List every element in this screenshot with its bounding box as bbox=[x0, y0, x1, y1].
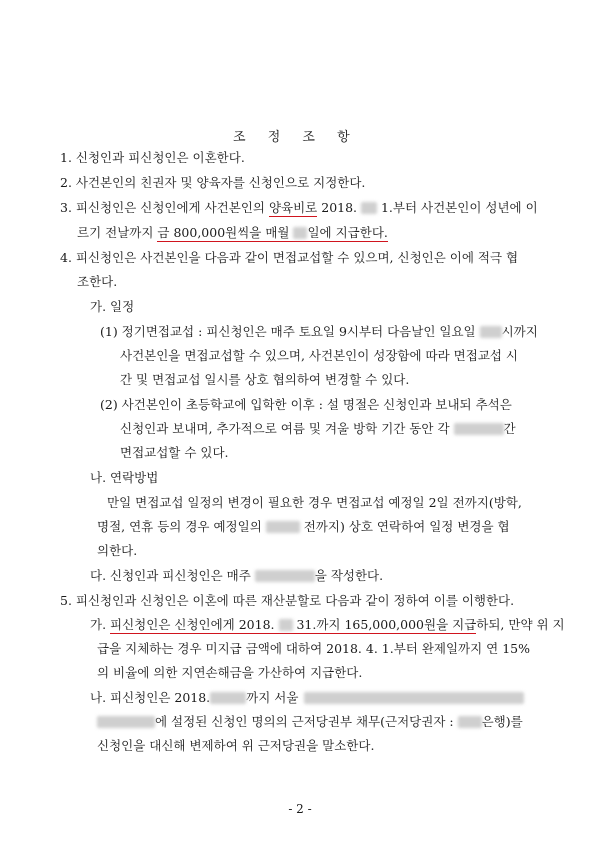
clause-4-line-1: 4. 피신청인은 사건본인을 다음과 같이 면접교섭할 수 있으며, 신청인은 이에 적극 협 bbox=[60, 250, 519, 265]
schedule-1-line-2: 사건본인을 면접교섭할 수 있으며, 사건본인이 성장함에 따라 면접교섭 시 bbox=[120, 348, 519, 363]
page-number: - 2 - bbox=[288, 802, 312, 816]
child-support-underline: 양육비로 bbox=[268, 200, 318, 215]
property-na-text-c: 에 설정된 신청인 명의의 근저당권부 채무(근저당권자 : bbox=[155, 714, 458, 729]
redaction-mask bbox=[458, 716, 482, 728]
section-da-text-b: 을 작성한다. bbox=[314, 568, 384, 583]
schedule-1-text-a: (1) 정기면접교섭 : 피신청인은 매주 토요일 9시부터 다음날인 일요일 bbox=[100, 324, 480, 339]
redaction-mask bbox=[454, 423, 504, 435]
redaction-mask bbox=[293, 227, 307, 239]
schedule-1-line-1 bbox=[100, 324, 538, 340]
redaction-mask bbox=[304, 692, 524, 704]
section-da-line bbox=[90, 568, 383, 584]
monthly-amount-text: 금 800,000원씩을 매월 bbox=[157, 225, 294, 240]
redaction-mask bbox=[279, 619, 293, 631]
lump-sum-text-a: 피신청인은 신청인에게 2018. bbox=[110, 617, 279, 632]
redaction-mask bbox=[266, 521, 300, 533]
clause-3-text-c: 2018. bbox=[317, 200, 361, 215]
clause-5-line-1: 5. 피신청인과 신청인은 이혼에 따른 재산분할로 다음과 같이 정하여 이를 이행한다. bbox=[60, 593, 515, 608]
clause-3-text-a: 3. 피신청인은 신청인에게 사건본인의 bbox=[60, 200, 269, 215]
property-ga-line-3: 의 비율에 의한 지연손해금을 가산하여 지급한다. bbox=[97, 665, 363, 680]
section-da-text-a: 다. 신청인과 피신청인은 매주 bbox=[90, 568, 255, 583]
contact-line-3: 의한다. bbox=[97, 543, 138, 558]
section-ga-heading: 가. 일정 bbox=[90, 299, 135, 314]
clause-3-text-e: 르기 전날까지 bbox=[77, 225, 158, 240]
redaction-mask bbox=[210, 692, 246, 704]
property-ga-line-1 bbox=[90, 617, 565, 633]
contact-line-2 bbox=[97, 519, 510, 535]
page-title: 조 정 조 항 bbox=[233, 130, 359, 145]
property-na-text-a: 나. 피신청인은 2018. bbox=[90, 690, 211, 705]
clause-2: 2. 사건본인의 친권자 및 양육자를 신청인으로 지정한다. bbox=[60, 175, 366, 190]
property-ga-label: 가. bbox=[90, 617, 111, 632]
lump-sum-underline bbox=[110, 617, 476, 634]
property-na-text-b: 까지 서울 bbox=[246, 690, 299, 705]
property-na-line-3: 신청인을 대신해 변제하여 위 근저당권을 말소한다. bbox=[97, 738, 375, 753]
redaction-mask bbox=[97, 716, 155, 728]
clause-1: 1. 신청인과 피신청인은 이혼한다. bbox=[60, 150, 245, 165]
monthly-amount-text-end: 일에 지급한다. bbox=[307, 225, 388, 240]
schedule-1-line-3: 간 및 면접교섭 일시를 상호 협의하여 변경할 수 있다. bbox=[120, 372, 410, 387]
schedule-2-line-3: 면접교섭할 수 있다. bbox=[120, 445, 229, 460]
schedule-2-line-1: (2) 사건본인이 초등학교에 입학한 이후 : 설 명절은 신청인과 보내되 추석은 bbox=[100, 397, 512, 412]
property-na-line-2 bbox=[97, 714, 523, 730]
contact-text-b: 전까지) 상호 연락하여 일정 변경을 협 bbox=[299, 519, 510, 534]
monthly-amount-underline bbox=[157, 225, 387, 242]
clause-4-line-2: 조한다. bbox=[77, 274, 118, 289]
clause-3-text-d: 1.부터 사건본인이 성년에 이 bbox=[377, 200, 538, 215]
section-na-heading: 나. 연락방법 bbox=[90, 470, 159, 485]
redaction-mask bbox=[361, 202, 377, 214]
property-ga-text-d: 하되, 만약 위 지 bbox=[476, 617, 565, 632]
contact-line-1: 만일 면접교섭 일정의 변경이 필요한 경우 면접교섭 예정일 2일 전까지(방학, bbox=[107, 495, 522, 510]
clause-3-line-2 bbox=[77, 225, 388, 241]
property-na-text-d: 은행)를 bbox=[481, 714, 523, 729]
schedule-2-line-2 bbox=[120, 421, 516, 437]
schedule-2-text-b: 간 bbox=[503, 421, 516, 436]
contact-text-a: 명절, 연휴 등의 경우 예정일의 bbox=[97, 519, 266, 534]
property-na-line-1 bbox=[90, 690, 524, 706]
schedule-2-text-a: 신청인과 보내며, 추가적으로 여름 및 겨울 방학 기간 동안 각 bbox=[120, 421, 454, 436]
redaction-mask bbox=[255, 570, 315, 582]
redaction-mask bbox=[480, 326, 502, 338]
lump-sum-text-b: 31.까지 165,000,000원을 지급 bbox=[292, 617, 477, 632]
clause-3-line-1 bbox=[60, 200, 538, 216]
schedule-1-text-b: 시까지 bbox=[501, 324, 538, 339]
property-ga-line-2: 급을 지체하는 경우 미지급 금액에 대하여 2018. 4. 1.부터 완제일까지 연 15% bbox=[97, 641, 531, 656]
